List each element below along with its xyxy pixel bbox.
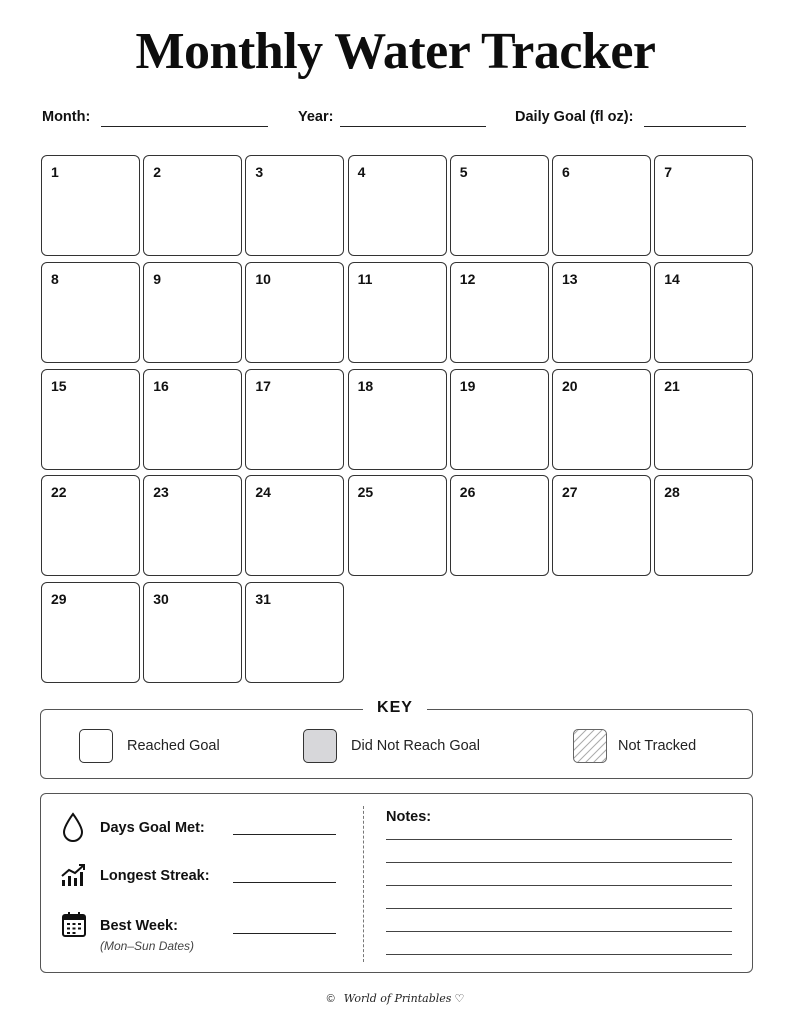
notes-label: Notes: (386, 809, 432, 825)
day-cell[interactable] (143, 369, 242, 470)
day-number: 30 (153, 591, 169, 608)
notes-line[interactable] (386, 839, 732, 840)
day-number: 11 (357, 270, 373, 287)
month-field[interactable] (101, 126, 268, 127)
day-number: 14 (664, 270, 680, 287)
notes-line[interactable] (386, 954, 732, 955)
best-week-subtitle: (Mon–Sun Dates) (100, 939, 195, 953)
day-cell[interactable] (654, 475, 753, 576)
days-goal-met-label: Days Goal Met: (100, 820, 205, 836)
day-number: 26 (459, 484, 476, 501)
day-number: 12 (459, 270, 476, 287)
day-number: 21 (664, 377, 680, 394)
day-cell[interactable] (552, 369, 651, 470)
notes-line[interactable] (386, 862, 732, 863)
day-cell[interactable] (41, 582, 140, 683)
day-number: 9 (153, 270, 161, 287)
day-cell[interactable] (450, 262, 549, 363)
day-cell[interactable] (143, 582, 242, 683)
day-cell[interactable] (245, 475, 344, 576)
heart-icon: ♡ (454, 993, 465, 1005)
day-cell[interactable] (245, 369, 344, 470)
calendar-grid (41, 155, 753, 683)
day-number: 19 (459, 377, 476, 394)
day-number: 17 (255, 377, 271, 394)
day-number: 16 (153, 377, 169, 394)
stats-divider (363, 806, 364, 962)
best-week-label: Best Week: (100, 918, 178, 934)
day-number: 23 (153, 484, 169, 501)
month-label: Month: (42, 109, 91, 125)
not-tracked-label: Not Tracked (618, 738, 697, 754)
day-number: 4 (357, 164, 366, 180)
day-cell[interactable] (245, 155, 344, 256)
day-number: 29 (51, 591, 67, 608)
day-cell[interactable] (450, 475, 549, 576)
day-cell[interactable] (41, 369, 140, 470)
day-number: 10 (255, 270, 271, 287)
notes-line[interactable] (386, 885, 732, 886)
day-number: 25 (357, 484, 374, 501)
day-number: 3 (255, 164, 264, 180)
day-number: 28 (664, 484, 680, 501)
day-number: 24 (255, 484, 271, 501)
key-title: KEY (363, 699, 427, 717)
year-label: Year: (298, 109, 334, 125)
not-reached-goal-label: Did Not Reach Goal (351, 738, 480, 754)
day-number: 20 (562, 377, 578, 394)
day-cell[interactable] (143, 475, 242, 576)
day-cell[interactable] (41, 262, 140, 363)
day-number: 6 (562, 164, 570, 180)
longest-streak-label: Longest Streak: (100, 868, 210, 884)
day-number: 22 (51, 484, 67, 501)
not-reached-goal-swatch (303, 729, 337, 763)
day-cell[interactable] (348, 475, 447, 576)
day-cell[interactable] (348, 262, 447, 363)
day-cell[interactable] (552, 262, 651, 363)
longest-streak-field[interactable] (233, 882, 336, 883)
copyright-symbol: © (326, 993, 335, 1005)
reached-goal-label: Reached Goal (127, 738, 220, 754)
day-number: 7 (664, 164, 672, 180)
hatch-pattern-icon (574, 730, 607, 763)
notes-line[interactable] (386, 931, 732, 932)
day-cell[interactable] (552, 475, 651, 576)
reached-goal-swatch (79, 729, 113, 763)
year-field[interactable] (340, 126, 486, 127)
day-cell[interactable] (143, 262, 242, 363)
day-cell[interactable] (143, 155, 242, 256)
day-number: 8 (51, 270, 59, 287)
day-number: 2 (153, 164, 161, 180)
day-number: 13 (562, 270, 578, 287)
best-week-field[interactable] (233, 933, 336, 934)
day-number: 15 (51, 377, 67, 394)
day-number: 27 (562, 484, 578, 501)
day-cell[interactable] (450, 155, 549, 256)
day-number: 18 (357, 377, 374, 394)
day-number: 31 (255, 591, 271, 608)
day-cell[interactable] (654, 155, 753, 256)
daily-goal-field[interactable] (644, 126, 746, 127)
day-cell[interactable] (348, 155, 447, 256)
day-cell[interactable] (450, 369, 549, 470)
day-cell[interactable] (348, 369, 447, 470)
calendar-icon (61, 911, 87, 938)
day-cell[interactable] (654, 262, 753, 363)
not-tracked-swatch (573, 729, 607, 763)
brand-name: World of Printables (343, 992, 452, 1005)
day-cell[interactable] (41, 475, 140, 576)
water-drop-icon (61, 812, 85, 842)
footer (0, 992, 791, 1005)
day-cell[interactable] (245, 262, 344, 363)
day-cell[interactable] (552, 155, 651, 256)
day-cell[interactable] (654, 369, 753, 470)
day-number: 1 (51, 164, 59, 180)
notes-line[interactable] (386, 908, 732, 909)
day-cell[interactable] (41, 155, 140, 256)
page-title: Monthly Water Tracker (135, 23, 656, 80)
daily-goal-label: Daily Goal (fl oz): (515, 109, 634, 125)
day-number: 5 (459, 164, 468, 180)
trend-chart-icon (60, 862, 88, 888)
days-goal-met-field[interactable] (233, 834, 336, 835)
day-cell[interactable] (245, 582, 344, 683)
